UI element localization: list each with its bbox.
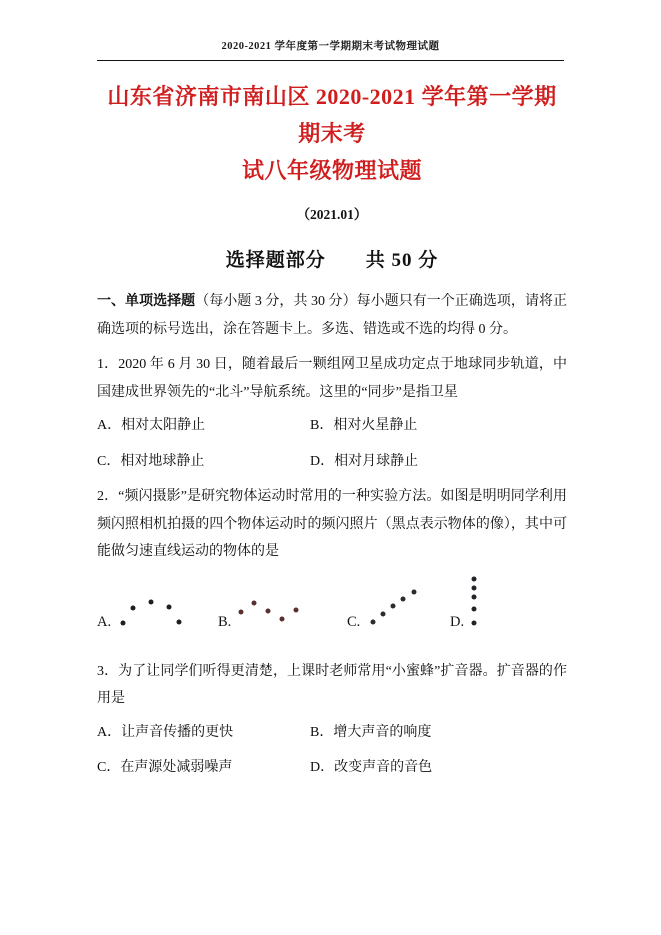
exam-date: （2021.01） bbox=[296, 207, 368, 222]
option-text: 相对月球静止 bbox=[334, 453, 419, 469]
strobe-dot bbox=[177, 619, 182, 624]
question-2-body: “频闪摄影”是研究物体运动时常用的一种实验方法。如图是明明同学利用频闪照相机拍摄的四个物体运动时的频闪照片（黑点表示物体的像），其中可能做匀速直线运动的物体的是 bbox=[97, 489, 567, 559]
strobe-dot bbox=[391, 603, 396, 608]
question-1-options bbox=[97, 412, 567, 475]
page-content bbox=[97, 78, 567, 782]
strobe-dot bbox=[381, 611, 386, 616]
question-3-option-a bbox=[97, 719, 310, 747]
option-label: B． bbox=[310, 418, 334, 433]
question-3-option-b bbox=[310, 719, 567, 747]
section-title: 选择题部分 共 50 分 bbox=[225, 250, 439, 271]
question-3 bbox=[97, 658, 567, 782]
strobe-dot bbox=[131, 605, 136, 610]
option-label: D． bbox=[310, 760, 335, 775]
option-label: C． bbox=[97, 453, 121, 469]
question-1-text bbox=[97, 351, 567, 406]
strobe-dot bbox=[472, 594, 477, 599]
exam-title bbox=[97, 78, 567, 189]
question-2-number: 2． bbox=[97, 489, 119, 504]
strobe-dot bbox=[472, 620, 477, 625]
question-3-options bbox=[97, 719, 567, 782]
question-3-option-d bbox=[310, 754, 567, 782]
strobe-dot bbox=[266, 608, 271, 613]
strobe-dot bbox=[294, 607, 299, 612]
strobe-dot bbox=[149, 599, 154, 604]
header-divider bbox=[97, 60, 564, 61]
option-label: B． bbox=[310, 724, 334, 740]
exam-title-line1: 山东省济南市南山区 2020-2021 学年第一学期期末考 bbox=[107, 84, 557, 146]
strobe-dot bbox=[239, 609, 244, 614]
question-2-text bbox=[97, 483, 567, 566]
strobe-dot bbox=[371, 619, 376, 624]
question-1-option-c bbox=[97, 448, 310, 476]
option-label: A． bbox=[97, 418, 122, 433]
question-1-body: 2020 年 6 月 30 日，随着最后一颗组网卫星成功定点于地球同步轨道，中国建成世界领先的“北斗”导航系统。这里的“同步”是指卫星 bbox=[97, 357, 568, 400]
question-3-number: 3． bbox=[97, 663, 119, 679]
figure-option-label: D. bbox=[450, 613, 465, 630]
question-3-body: 为了让同学们听得更清楚，上课时老师常用“小蜜蜂”扩音器。扩音器的作用是 bbox=[97, 663, 567, 706]
option-text: 改变声音的音色 bbox=[334, 760, 433, 775]
question-3-option-c bbox=[97, 754, 310, 782]
figure-option-label: A. bbox=[97, 613, 112, 630]
section-instructions bbox=[97, 288, 567, 343]
figure-option-label: C. bbox=[347, 613, 361, 630]
strobe-dot bbox=[167, 604, 172, 609]
option-text: 增大声音的响度 bbox=[333, 724, 432, 740]
question-1-option-a bbox=[97, 412, 310, 440]
strobe-dot bbox=[280, 616, 285, 621]
running-header: 2020-2021 学年度第一学期期末考试物理试题 bbox=[221, 41, 440, 52]
strobe-dot bbox=[252, 600, 257, 605]
option-text: 相对太阳静止 bbox=[121, 418, 206, 433]
option-label: C． bbox=[97, 760, 121, 775]
strobe-dot bbox=[401, 596, 406, 601]
option-text: 相对火星静止 bbox=[333, 418, 418, 433]
strobe-dot bbox=[472, 585, 477, 590]
option-label: D． bbox=[310, 453, 335, 469]
question-2 bbox=[97, 483, 567, 644]
question-1-option-d bbox=[310, 448, 567, 476]
option-text: 让声音传播的更快 bbox=[121, 724, 234, 740]
figure-option-label: B. bbox=[218, 613, 232, 630]
instructions-lead: 一、单项选择题 bbox=[97, 294, 196, 309]
option-label: A． bbox=[97, 724, 122, 740]
question-1-number: 1． bbox=[97, 357, 119, 372]
strobe-dot bbox=[472, 606, 477, 611]
strobe-dot bbox=[472, 576, 477, 581]
option-text: 相对地球静止 bbox=[120, 453, 205, 469]
question-1 bbox=[97, 351, 567, 475]
instructions-text: （每小题 3 分，共 30 分）每小题只有一个正确选项，请将正确选项的标号选出，涂在答题卡上。多选、错选或不选的均得 0 分。 bbox=[97, 294, 568, 337]
option-text: 在声源处减弱噪声 bbox=[120, 760, 233, 775]
question-1-option-b bbox=[310, 412, 567, 440]
question-3-text bbox=[97, 658, 567, 713]
exam-title-line2: 试八年级物理试题 bbox=[241, 158, 422, 183]
question-2-figure bbox=[97, 566, 567, 644]
strobe-dot bbox=[121, 620, 126, 625]
strobe-dot bbox=[412, 589, 417, 594]
